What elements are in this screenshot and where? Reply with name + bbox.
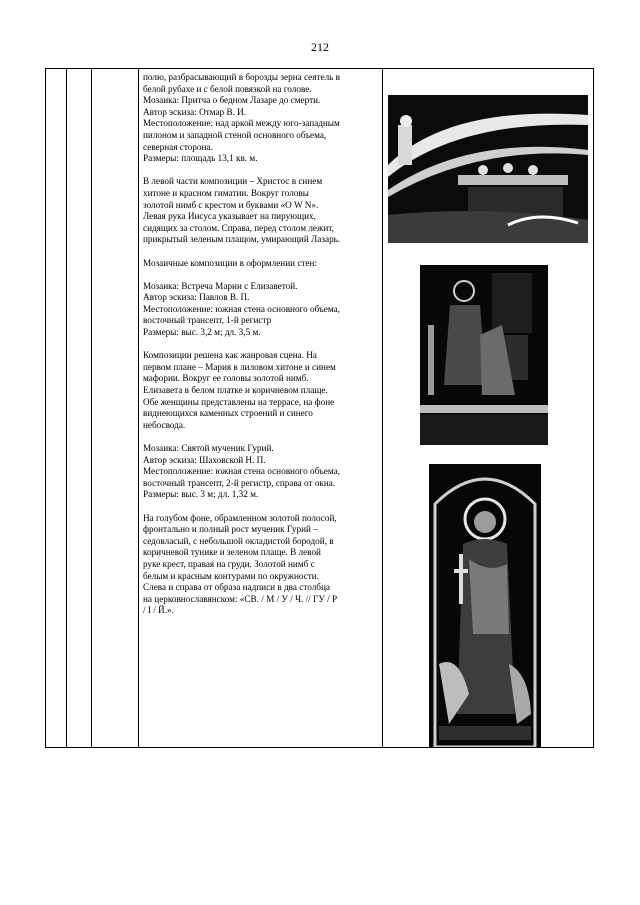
text-line: Слева и справа от образа надписи в два столбца <box>143 582 330 593</box>
text-line: пилоном и западной стеной основного объема, <box>143 129 327 140</box>
text-line: коричневой тунике и зеленом плаще. В левой <box>143 547 321 558</box>
text-line: / I / Й.». <box>143 605 174 616</box>
paragraph-gap <box>143 165 383 177</box>
text-line: сидящих за столом. Справа, перед столом лежит, <box>143 222 334 233</box>
text-line: В левой части композиции – Христос в синем <box>143 176 323 187</box>
mosaic-gury-image <box>429 464 541 747</box>
text-line: На голубом фоне, обрамленном золотой полосой, <box>143 512 337 523</box>
mosaic-photo-lazarus <box>388 95 588 243</box>
paragraph-gap <box>143 501 383 513</box>
text-line: Мозаика: Встреча Марии с Елизаветой. <box>143 280 298 291</box>
text-line: белым и красным контурами по окружности. <box>143 570 320 581</box>
text-line: Автор эскиза: Шаховской Н. П. <box>143 454 266 465</box>
text-line: полю, разбрасывающий в борозды зерна сеятель в <box>143 72 340 82</box>
text-line: Местоположение: южная стена основного объема, <box>143 303 340 314</box>
paragraph-gap <box>143 339 383 351</box>
text-line: Размеры: площадь 13,1 кв. м. <box>143 153 258 164</box>
text-line: небосвода. <box>143 419 186 430</box>
paragraph-gap <box>143 246 383 258</box>
text-line: Обе женщины представлены на террасе, на фоне <box>143 396 335 407</box>
mosaic-visitation-image <box>420 265 548 445</box>
column-divider <box>91 69 92 747</box>
mosaic-photo-gury <box>429 464 541 747</box>
text-line: первом плане – Мария в лиловом хитоне и синем <box>143 361 336 372</box>
text-line: северная сторона. <box>143 141 213 152</box>
text-line: золотой нимб с крестом и буквами «O W N». <box>143 199 319 210</box>
paragraph-gap <box>143 269 383 281</box>
mosaic-photo-visitation <box>420 265 548 445</box>
column-divider <box>138 69 139 747</box>
text-line: восточный трансепт, 1-й регистр <box>143 315 272 326</box>
text-line: Мозаика: Притча о бедном Лазаре до смерти. <box>143 95 321 106</box>
text-line: Автор эскиза: Отмар В. И. <box>143 106 247 117</box>
text-line: Елизавета в белом платке и коричневом плаще. <box>143 385 328 396</box>
text-line: на церковнославянском: «СВ. / М / У / Ч. // ГУ / Р <box>143 593 338 604</box>
text-line: мафории. Вокруг ее головы золотой нимб. <box>143 373 309 384</box>
text-line: руке крест, правая на груди. Золотой нимб с <box>143 558 315 569</box>
text-line: Размеры: выс. 3,2 м; дл. 3,5 м. <box>143 327 261 338</box>
page-number: 212 <box>311 40 329 54</box>
text-line: седовласый, с небольшой окладистой бородой, в <box>143 535 334 546</box>
text-line: Местоположение: южная стена основного объема, <box>143 466 340 477</box>
text-line: Размеры: выс. 3 м; дл. 1,32 м. <box>143 489 259 500</box>
mosaic-lazarus-image <box>388 95 588 243</box>
text-line: виднеющихся каменных строений и синего <box>143 408 313 419</box>
text-line: Автор эскиза: Павлов В. П. <box>143 292 250 303</box>
text-line: хитоне и красном гиматии. Вокруг головы <box>143 187 309 198</box>
text-line: Левая рука Иисуса указывает на пирующих, <box>143 211 316 222</box>
column-divider <box>66 69 67 747</box>
paragraph-gap <box>143 431 383 443</box>
text-line: белой рубахе и с белой повязкой на голове. <box>143 83 312 94</box>
catalog-table <box>45 68 594 748</box>
text-line: фронтально и полный рост мученик Гурий – <box>143 524 318 535</box>
description-column <box>143 72 383 617</box>
text-line: Местоположение: над аркой между юго-западным <box>143 118 340 129</box>
text-line: прикрытый зеленым плащом, умирающий Лазарь. <box>143 234 341 245</box>
images-column <box>382 69 593 747</box>
text-line: Мозаичные композиции в оформлении стен: <box>143 257 317 268</box>
text-line: Мозаика: Святой мученик Гурий. <box>143 443 274 453</box>
text-line: Композиции решена как жанровая сцена. На <box>143 350 318 361</box>
text-line: восточный трансепт, 2-й регистр, справа от окна. <box>143 477 336 488</box>
